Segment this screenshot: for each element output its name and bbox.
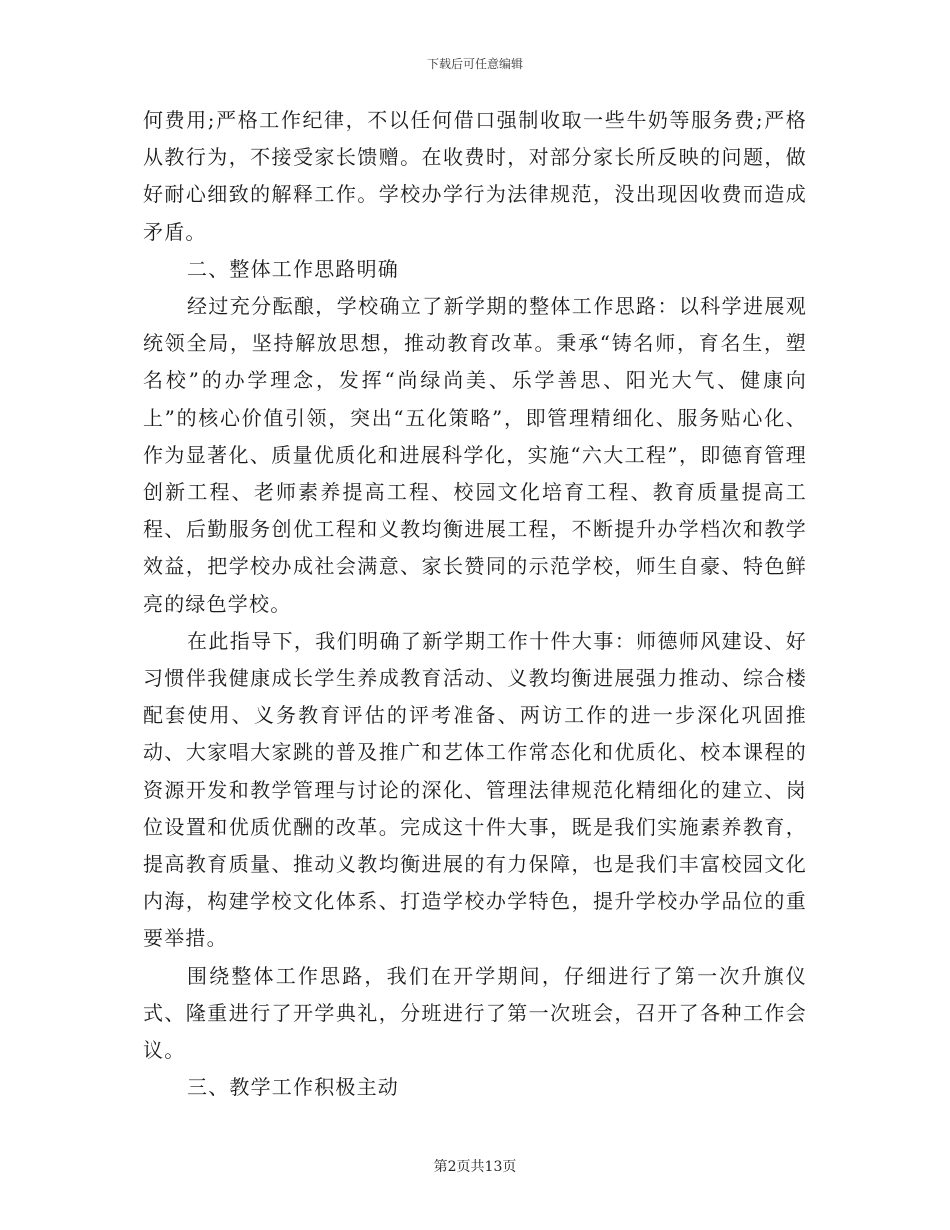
body-text [143,102,807,1106]
paragraph-work-ideas: 经过充分酝酿，学校确立了新学期的整体工作思路：以科学进展观统领全局，坚持解放思想，推动教育改革。秉承“铸名师，育名生，塑名校”的办学理念，发挥“尚绿尚美、乐学善思、阳光大气、健康向上”的核心价值引领，突出“五化策略”，即管理精细化、服务贴心化、作为显著化、质量优质化和进展科学化，实施“六大工程”，即德育管理创新工程、老师素养提高工程、校园文化培育工程、教育质量提高工程、后勤服务创优工程和义教均衡进展工程，不断提升办学档次和教学效益，把学校办成社会满意、家长赞同的示范学校，师生自豪、特色鲜亮的绿色学校。 [143,294,807,616]
section-heading-3: 三、教学工作积极主动 [187,1075,399,1100]
section-heading-2: 二、整体工作思路明确 [187,256,399,281]
page-number: 第2页共13页 [433,1159,517,1175]
header-note: 下载后可任意编辑 [426,57,523,71]
paragraph-continuation: 何费用;严格工作纪律，不以任何借口强制收取一些牛奶等服务费;严格从教行为，不接受家长馈赠。在收费时，对部分家长所反映的问题，做好耐心细致的解释工作。学校办学行为法律规范，没出现因收费而造成矛盾。 [143,108,807,244]
paragraph-ten-tasks: 在此指导下，我们明确了新学期工作十件大事：师德师风建设、好习惯伴我健康成长学生养成教育活动、义教均衡进展强力推动、综合楼配套使用、义务教育评估的评考准备、两访工作的进一步深化巩固推动、大家唱大家跳的普及推广和艺体工作常态化和优质化、校本课程的资源开发和教学管理与讨论的深化、管理法律规范化精细化的建立、岗位设置和优质优酬的改革。完成这十件大事，既是我们实施素养教育，提高教育质量、推动义教均衡进展的有力保障，也是我们丰富校园文化内海，构建学校文化体系、打造学校办学特色，提升学校办学品位的重要举措。 [143,628,807,951]
paragraph-opening-activities: 围绕整体工作思路，我们在开学期间，仔细进行了第一次升旗仪式、隆重进行了开学典礼，分班进行了第一次班会，召开了各种工作会议。 [143,963,807,1063]
